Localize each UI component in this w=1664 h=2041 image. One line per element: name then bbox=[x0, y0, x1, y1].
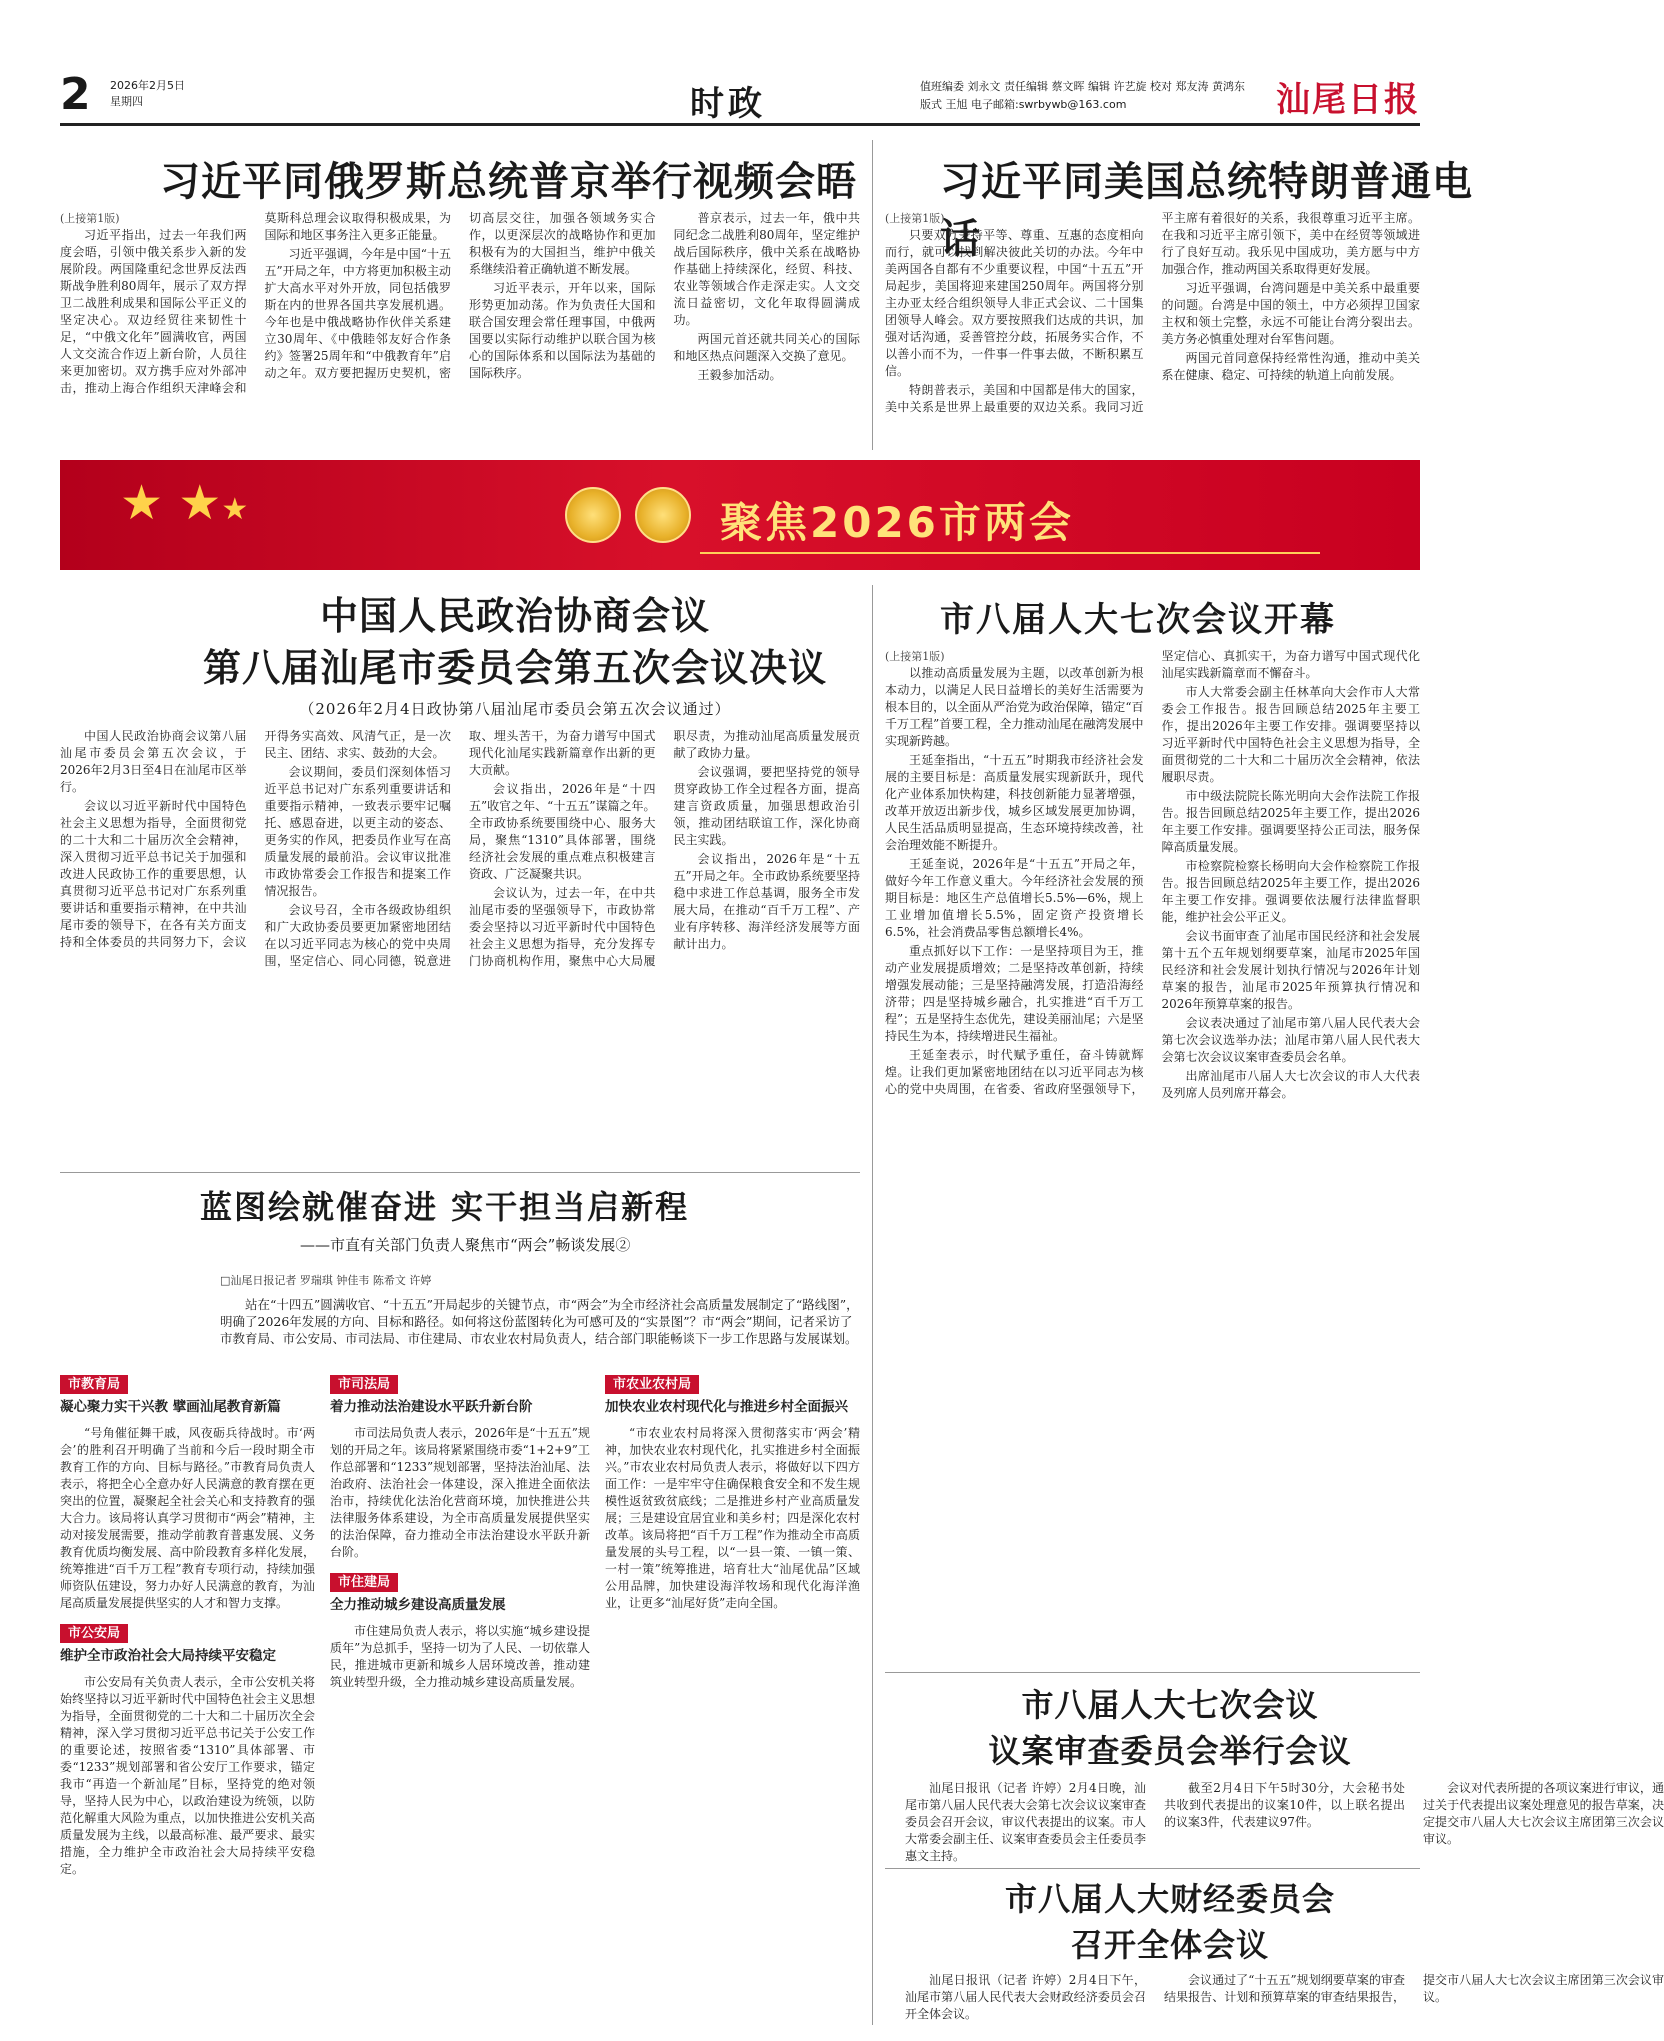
paragraph: 习近平指出，过去一年我们两度会晤，引领中俄关系步入新的发展阶段。两国隆重纪念世界反法西斯战争胜利80周年，展示了双方捍卫二战胜利成果和国际公平正义的坚定决心。双边经贸往来韧性十足，“中俄文化年”圆满收官，两国人文交流合作迈上新台阶，人员往来更加密切。双方携手应对外部冲击，推动上海合作组织天津峰会和莫斯科总理会议取得积极成果，为国际和地区事务注入更多正能量。 bbox=[60, 211, 451, 395]
paragraph: 市检察院检察长杨明向大会作检察院工作报告。报告回顾总结2025年主要工作，提出2026年主要工作安排。强调要依法履行法律监督职能，维护社会公平正义。 bbox=[1161, 859, 1420, 924]
department-tag: 市住建局 bbox=[330, 1573, 398, 1592]
department-text: “市农业农村局将深入贯彻落实市‘两会’精神，加快农业农村现代化，扎实推进乡村全面振兴。”市农业农村局负责人表示，将做好以下四方面工作：一是牢牢守住确保粮食安全和不发生规模性返贫致贫底线；二是推进乡村产业高质量发展；三是建设宜居宜业和美乡村；四是深化农村改革。该局将把“百千万工程”作为推动全市高质量发展的头号工程，以“一县一策、一镇一策、一村一策”统筹推进，培育壮大“汕尾优品”区域公用品牌，加快建设海洋牧场和现代化海洋渔业，让更多“汕尾好货”走向全国。 bbox=[605, 1426, 860, 1610]
title-line: 第八届汕尾市委员会第五次会议决议 bbox=[202, 645, 827, 690]
paragraph: 王毅参加活动。 bbox=[697, 368, 782, 382]
blueprint-intro: 站在“十四五”圆满收官、“十五五”开局起步的关键节点，市“两会”为全市经济社会高质量发展制定了“路线图”，明确了2026年发展的方向、目标和路径。如何将这份蓝图转化为可感可及的“实景图”？市“两会”期间，记者采访了市教育局、市公安局、市司法局、市住建局、市农业农村局负责人，结合部门职能畅谈下一步工作思路与发展谋划。 bbox=[220, 1297, 859, 1346]
paragraph: 习近平强调，今年是中国“十五五”开局之年，中方将更加积极主动扩大高水平对外开放，同包括俄罗斯在内的世界各国共享发展机遇。今年也是中俄战略协作伙伴关系建立30周年、《中俄睦邻友好合作条约》签署25周年和“中俄教育年”启动之年。双方要把握历史契机，密切高层交往，加强各领域务实合作，以更深层次的战略协作和更加积极有为的大国担当，维护中俄关系继续沿着正确轨道不断发展。 bbox=[264, 211, 656, 380]
section-divider bbox=[60, 1172, 860, 1173]
department-column-1 bbox=[60, 1375, 315, 2015]
cppcc-resolution-subtitle: （2026年2月4日政协第八届汕尾市委员会第五次会议通过） bbox=[299, 700, 731, 718]
continuation-note: (上接第1版) bbox=[60, 212, 120, 225]
national-emblem-icon bbox=[565, 487, 621, 543]
paragraph: 市人大常委会副主任林革向大会作市人大常委会工作报告。报告回顾总结2025年主要工作，提出2026年主要工作安排。强调要坚持以习近平新时代中国特色社会主义思想为指导，全面贯彻党的二十大和二十届历次全会精神，依法履职尽责。 bbox=[1161, 685, 1420, 784]
editors-credits bbox=[920, 78, 1245, 114]
section-divider bbox=[885, 1672, 1420, 1673]
department-text: 市司法局负责人表示，2026年是“十五五”规划的开局之年。该局将紧紧围绕市委“1+2+9”工作总部署和“1233”规划部署，坚持法治汕尾、法治政府、法治社会一体建设，深入推进全面依法治市，持续优化法治化营商环境，加快推进公共法律服务体系建设，为全市高质量发展提供坚实的法治保障，奋力推动全市法治建设水平跃升新台阶。 bbox=[330, 1426, 590, 1559]
headline-xi-putin: 习近平同俄罗斯总统普京举行视频会晤 bbox=[160, 158, 857, 205]
paragraph: 会议通过了“十五五”规划纲要草案的审查结果报告、计划和预算草案的审查结果报告，提交市八届人大七次会议主席团第三次会议审议。 bbox=[1164, 1973, 1664, 2004]
paragraph: 特朗普表示，美国和中国都是伟大的国家，美中关系是世界上最重要的双边关系。我同习近平主席有着很好的关系，我很尊重习近平主席。在我和习近平主席引领下，美中在经贸等领域进行了良好互动。我乐见中国成功，美方愿与中方加强合作，推动两国关系取得更好发展。 bbox=[885, 211, 1420, 414]
page-header bbox=[60, 70, 1420, 126]
article-npc-finance bbox=[905, 1972, 1664, 2027]
title-line: 市八届人大财经委员会 bbox=[1004, 1880, 1335, 1918]
npc-finance-title bbox=[960, 1876, 1380, 1968]
blueprint-subtitle: ——市直有关部门负责人聚焦市“两会”畅谈发展② bbox=[300, 1236, 631, 1254]
department-tag: 市司法局 bbox=[330, 1375, 398, 1394]
date-text: 2026年2月5日 bbox=[110, 79, 185, 92]
blueprint-title: 蓝图绘就催奋进 实干担当启新程 bbox=[200, 1188, 690, 1226]
paragraph: 只要双方秉持平等、尊重、互惠的态度相向而行，就可以找到解决彼此关切的办法。今年中美两国各自都有不少重要议程，中国“十五五”开局起步，美国将迎来建国250周年。两国将分别主办亚太经合组织领导人非正式会议、二十国集团领导人峰会。双方要按照我们达成的共识，加强对话沟通，妥善管控分歧，拓展务实合作，不以善小而不为，一件事一件事去做，不断积累互信。 bbox=[885, 228, 1144, 378]
paragraph: 截至2月4日下午5时30分，大会秘书处共收到代表提出的议案10件，以上联名提出的议案3件，代表建议97件。 bbox=[1164, 1781, 1405, 1829]
page-number: 2 bbox=[60, 69, 91, 120]
blueprint-intro-box bbox=[220, 1272, 860, 1362]
title-line: 中国人民政治协商会议 bbox=[319, 593, 710, 638]
section-title: 时政 bbox=[690, 84, 766, 124]
paragraph: 习近平表示，开年以来，国际形势更加动荡。作为负责任大国和联合国安理会常任理事国，中俄两国要以实际行动维护以联合国为核心的国际体系和以国际法为基础的国际秩序。 bbox=[469, 281, 656, 380]
banner-title: 聚焦2026市两会 bbox=[720, 498, 1074, 547]
department-column-3 bbox=[605, 1375, 860, 2015]
department-tag: 市教育局 bbox=[60, 1375, 128, 1394]
paragraph: 王延奎指出，“十五五”时期我市经济社会发展的主要目标是：高质量发展实现新跃升，现代化产业体系加快构建，科技创新能力显著增强，改革开放迈出新步伐，城乡区域发展更加协调，人民生活品质明显提高，生态环境持续改善，社会治理效能不断提升。 bbox=[885, 753, 1144, 852]
paragraph: 汕尾日报讯（记者 许婷）2月4日下午，汕尾市第八届人民代表大会财政经济委员会召开全体会议。 bbox=[905, 1973, 1146, 2021]
article-npc-opening bbox=[885, 648, 1420, 1663]
paragraph: 会议书面审查了汕尾市国民经济和社会发展第十五个五年规划纲要草案，汕尾市2025年国民经济和社会发展计划执行情况与2026年计划草案的报告，汕尾市2025年预算执行情况和2026年预算草案的报告。 bbox=[1161, 929, 1420, 1011]
reporter-byline: □汕尾日报记者 罗瑞琪 钟佳韦 陈希文 许婷 bbox=[220, 1274, 432, 1287]
npc-opening-title: 市八届人大七次会议开幕 bbox=[940, 600, 1336, 640]
banner-underline bbox=[700, 552, 1320, 554]
paragraph: 两国元首同意保持经常性沟通，推动中美关系在健康、稳定、可持续的轨道上向前发展。 bbox=[1161, 351, 1420, 382]
department-column-2 bbox=[330, 1375, 590, 2015]
headline-xi-trump: 习近平同美国总统特朗普通电话 bbox=[940, 158, 1473, 262]
paragraph: 会议强调，要把坚持党的领导贯穿政协工作全过程各方面，提高建言资政质量，加强思想政治引领，推动团结联谊工作，深化协商民主实践。 bbox=[673, 765, 860, 847]
department-subhead: 加快农业农村现代化与推进乡村全面振兴 bbox=[605, 1399, 848, 1415]
paragraph: 会议对代表所提的各项议案进行审议，通过关于代表提出议案处理意见的报告草案，决定提交市八届人大七次会议主席团第三次会议审议。 bbox=[1423, 1781, 1664, 1846]
paragraph: 会议指出，2026年是“十五五”开局之年。全市政协系统要坚持稳中求进工作总基调，服务全市发展大局，在推动“百千万工程”、产业有序转移、海洋经济发展等方面献计出力。 bbox=[673, 852, 860, 951]
department-tag: 市农业农村局 bbox=[605, 1375, 699, 1394]
two-sessions-banner bbox=[60, 460, 1420, 570]
issue-date bbox=[110, 78, 185, 110]
star-icon-group: ★ ★★ bbox=[120, 475, 249, 531]
title-line: 议案审查委员会举行会议 bbox=[988, 1732, 1352, 1770]
paragraph: 会议指出，2026年是“十四五”收官之年、“十五五”谋篇之年。全市政协系统要围绕中心、服务大局，聚焦“1310”具体部署，围绕经济社会发展的重点难点积极建言资政、广泛凝聚共识。 bbox=[469, 782, 656, 881]
paragraph: 会议认为，过去一年，在中共汕尾市委的坚强领导下，市政协常委会坚持以习近平新时代中国特色社会主义思想为指导，充分发挥专门协商机构作用，聚焦中心大局履职尽责，为推动汕尾高质量发展贡献了政协力量。 bbox=[469, 729, 860, 968]
article-xi-putin bbox=[60, 210, 860, 445]
column-divider bbox=[872, 585, 873, 2025]
paragraph: 会议号召，全市各级政协组织和广大政协委员要更加紧密地团结在以习近平同志为核心的党中央周围，坚定信心、同心同德，锐意进取、埋头苦干，为奋力谱写中国式现代化汕尾实践新篇章作出新的更大贡献。 bbox=[264, 729, 656, 968]
paragraph: 普京表示，过去一年，俄中共同纪念二战胜利80周年，坚定维护战后国际秩序，俄中关系在战略协作基础上持续深化，经贸、科技、农业等领域合作走深走实。人文交流日益密切，文化年取得圆满成功。 bbox=[673, 211, 860, 327]
paragraph: 重点抓好以下工作：一是坚持项目为王，推动产业发展提质增效；二是坚持改革创新，持续增强发展动能；三是坚持融湾发展，打造沿海经济带；四是坚持城乡融合，扎实推进“百千万工程”；五是坚持生态优先，建设美丽汕尾；六是坚持民生为本，持续增进民生福祉。 bbox=[885, 944, 1144, 1043]
paragraph: 出席汕尾市八届人大七次会议的市人大代表及列席人员列席开幕会。 bbox=[1161, 1069, 1420, 1100]
cppcc-emblem-icon bbox=[635, 487, 691, 543]
paragraph: 习近平强调，台湾问题是中美关系中最重要的问题。台湾是中国的领土，中方必须捍卫国家主权和领土完整，永远不可能让台湾分裂出去。美方务必慎重处理对台军售问题。 bbox=[1161, 281, 1420, 346]
section-divider bbox=[885, 1868, 1420, 1869]
column-divider bbox=[872, 140, 873, 450]
department-subhead: 着力推动法治建设水平跃升新台阶 bbox=[330, 1399, 533, 1415]
continuation-note: (上接第1版) bbox=[885, 212, 945, 225]
paragraph: 市中级法院院长陈光明向大会作法院工作报告。报告回顾总结2025年主要工作，提出2026年主要工作安排。强调要坚持公正司法，服务保障高质量发展。 bbox=[1161, 789, 1420, 854]
department-text: 市住建局负责人表示，将以实施“城乡建设提质年”为总抓手，坚持一切为了人民、一切依靠人民，推进城市更新和城乡人居环境改善，推动建筑业转型升级，全力推动城乡建设高质量发展。 bbox=[330, 1624, 590, 1689]
title-line: 市八届人大七次会议 bbox=[1021, 1686, 1319, 1724]
paragraph: 会议期间，委员们深刻体悟习近平总书记对广东系列重要讲话和重要指示精神，一致表示要牢记嘱托、感恩奋进，以更主动的姿态、更务实的作风，把委员作业写在高质量发展的最前沿。会议审议批准市政协常委会工作报告和提案工作情况报告。 bbox=[264, 765, 451, 898]
editors-line-1: 值班编委 刘永文 责任编辑 蔡文晖 编辑 许艺旋 校对 郑友涛 黄鸿东 bbox=[920, 80, 1245, 93]
cppcc-resolution-title bbox=[190, 590, 840, 694]
article-cppcc-resolution bbox=[60, 728, 860, 1163]
continuation-note: (上接第1版) bbox=[885, 650, 945, 663]
paragraph: 王延奎说，2026年是“十五五”开局之年，做好今年工作意义重大。今年经济社会发展的预期目标是：地区生产总值增长5.5%—6%，规上工业增加值增长5.5%，固定资产投资增长6.5%，社会消费品零售总额增长4%。 bbox=[885, 857, 1144, 939]
department-subhead: 全力推动城乡建设高质量发展 bbox=[330, 1597, 506, 1613]
department-text: 市公安局有关负责人表示，全市公安机关将始终坚持以习近平新时代中国特色社会主义思想为指导，全面贯彻党的二十大和二十届历次全会精神，深入学习贯彻习近平总书记关于公安工作的重要论述，按照省委“1310”具体部署、市委“1233”规划部署和省公安厅工作要求，锚定我市“再造一个新汕尾”目标，坚持党的绝对领导，坚持人民为中心，以政治建设为统领，以防范化解重大风险为重点，以加快推进公安机关高质量发展为主线，以最高标准、最严要求、最实措施，全力维护全市政治社会大局持续平安稳定。 bbox=[60, 1675, 315, 1876]
paragraph: 两国元首还就共同关心的国际和地区热点问题深入交换了意见。 bbox=[673, 332, 860, 363]
newspaper-logo: 汕尾日报 bbox=[1276, 80, 1420, 120]
department-text: “号角催征舞干戚，风夜砺兵待战时。市‘两会’的胜利召开明确了当前和今后一段时期全市教育工作的方向、目标与路径。”市教育局负责人表示，将把全心全意办好人民满意的教育摆在更突出的位置，凝聚起全社会关心和支持教育的强大合力。该局将认真学习贯彻市“两会”精神，主动对接发展需要，推动学前教育普惠发展、义务教育优质均衡发展、高中阶段教育多样化发展，统筹推进“百千万工程”教育专项行动，持续加强师资队伍建设，努力办好人民满意的教育，为汕尾高质量发展提供坚实的人才和智力支撑。 bbox=[60, 1426, 315, 1610]
department-tag: 市公安局 bbox=[60, 1624, 128, 1643]
title-line: 召开全体会议 bbox=[1070, 1926, 1269, 1964]
paragraph: 会议以习近平新时代中国特色社会主义思想为指导，全面贯彻党的二十大和二十届历次全会精神，深入贯彻习近平总书记关于加强和改进人民政协工作的重要思想，认真贯彻习近平总书记对广东系列重要讲话和重要指示精神，在中共汕尾市委的领导下，在各有关方面支持和全体委员的共同努力下，会议开得务实高效、风清气正，是一次民主、团结、求实、鼓劲的大会。 bbox=[60, 729, 451, 949]
article-npc-review bbox=[905, 1780, 1664, 1865]
paragraph: 会议表决通过了汕尾市第八届人民代表大会第七次会议选举办法；汕尾市第八届人民代表大会第七次会议议案审查委员会名单。 bbox=[1161, 1016, 1420, 1064]
paragraph: 中国人民政治协商会议第八届汕尾市委员会第五次会议，于2026年2月3日至4日在汕尾市区举行。 bbox=[60, 729, 247, 794]
department-subhead: 凝心聚力实干兴教 擘画汕尾教育新篇 bbox=[60, 1399, 281, 1415]
department-subhead: 维护全市政治社会大局持续平安稳定 bbox=[60, 1648, 276, 1664]
paragraph: 汕尾日报讯（记者 许婷）2月4日晚，汕尾市第八届人民代表大会第七次会议议案审查委员会召开会议，审议代表提出的议案。市人大常委会副主任、议案审查委员会主任委员李惠文主持。 bbox=[905, 1781, 1146, 1863]
article-xi-trump bbox=[885, 210, 1420, 445]
editors-line-2: 版式 王旭 电子邮箱:swrbywb@163.com bbox=[920, 98, 1127, 111]
weekday-text: 星期四 bbox=[110, 95, 143, 108]
paragraph: 王延奎表示，时代赋予重任，奋斗铸就辉煌。让我们更加紧密地团结在以习近平同志为核心的党中央周围，在省委、省政府坚强领导下，坚定信心、真抓实干，为奋力谱写中国式现代化汕尾实践新篇章而不懈奋斗。 bbox=[885, 649, 1420, 1096]
paragraph: 以推动高质量发展为主题，以改革创新为根本动力，以满足人民日益增长的美好生活需要为根本目的，以全面从严治党为政治保障，锚定“百千万工程”首要工程，全力推动汕尾在融湾发展中实现新跨越。 bbox=[885, 666, 1144, 748]
npc-review-title bbox=[960, 1682, 1380, 1774]
